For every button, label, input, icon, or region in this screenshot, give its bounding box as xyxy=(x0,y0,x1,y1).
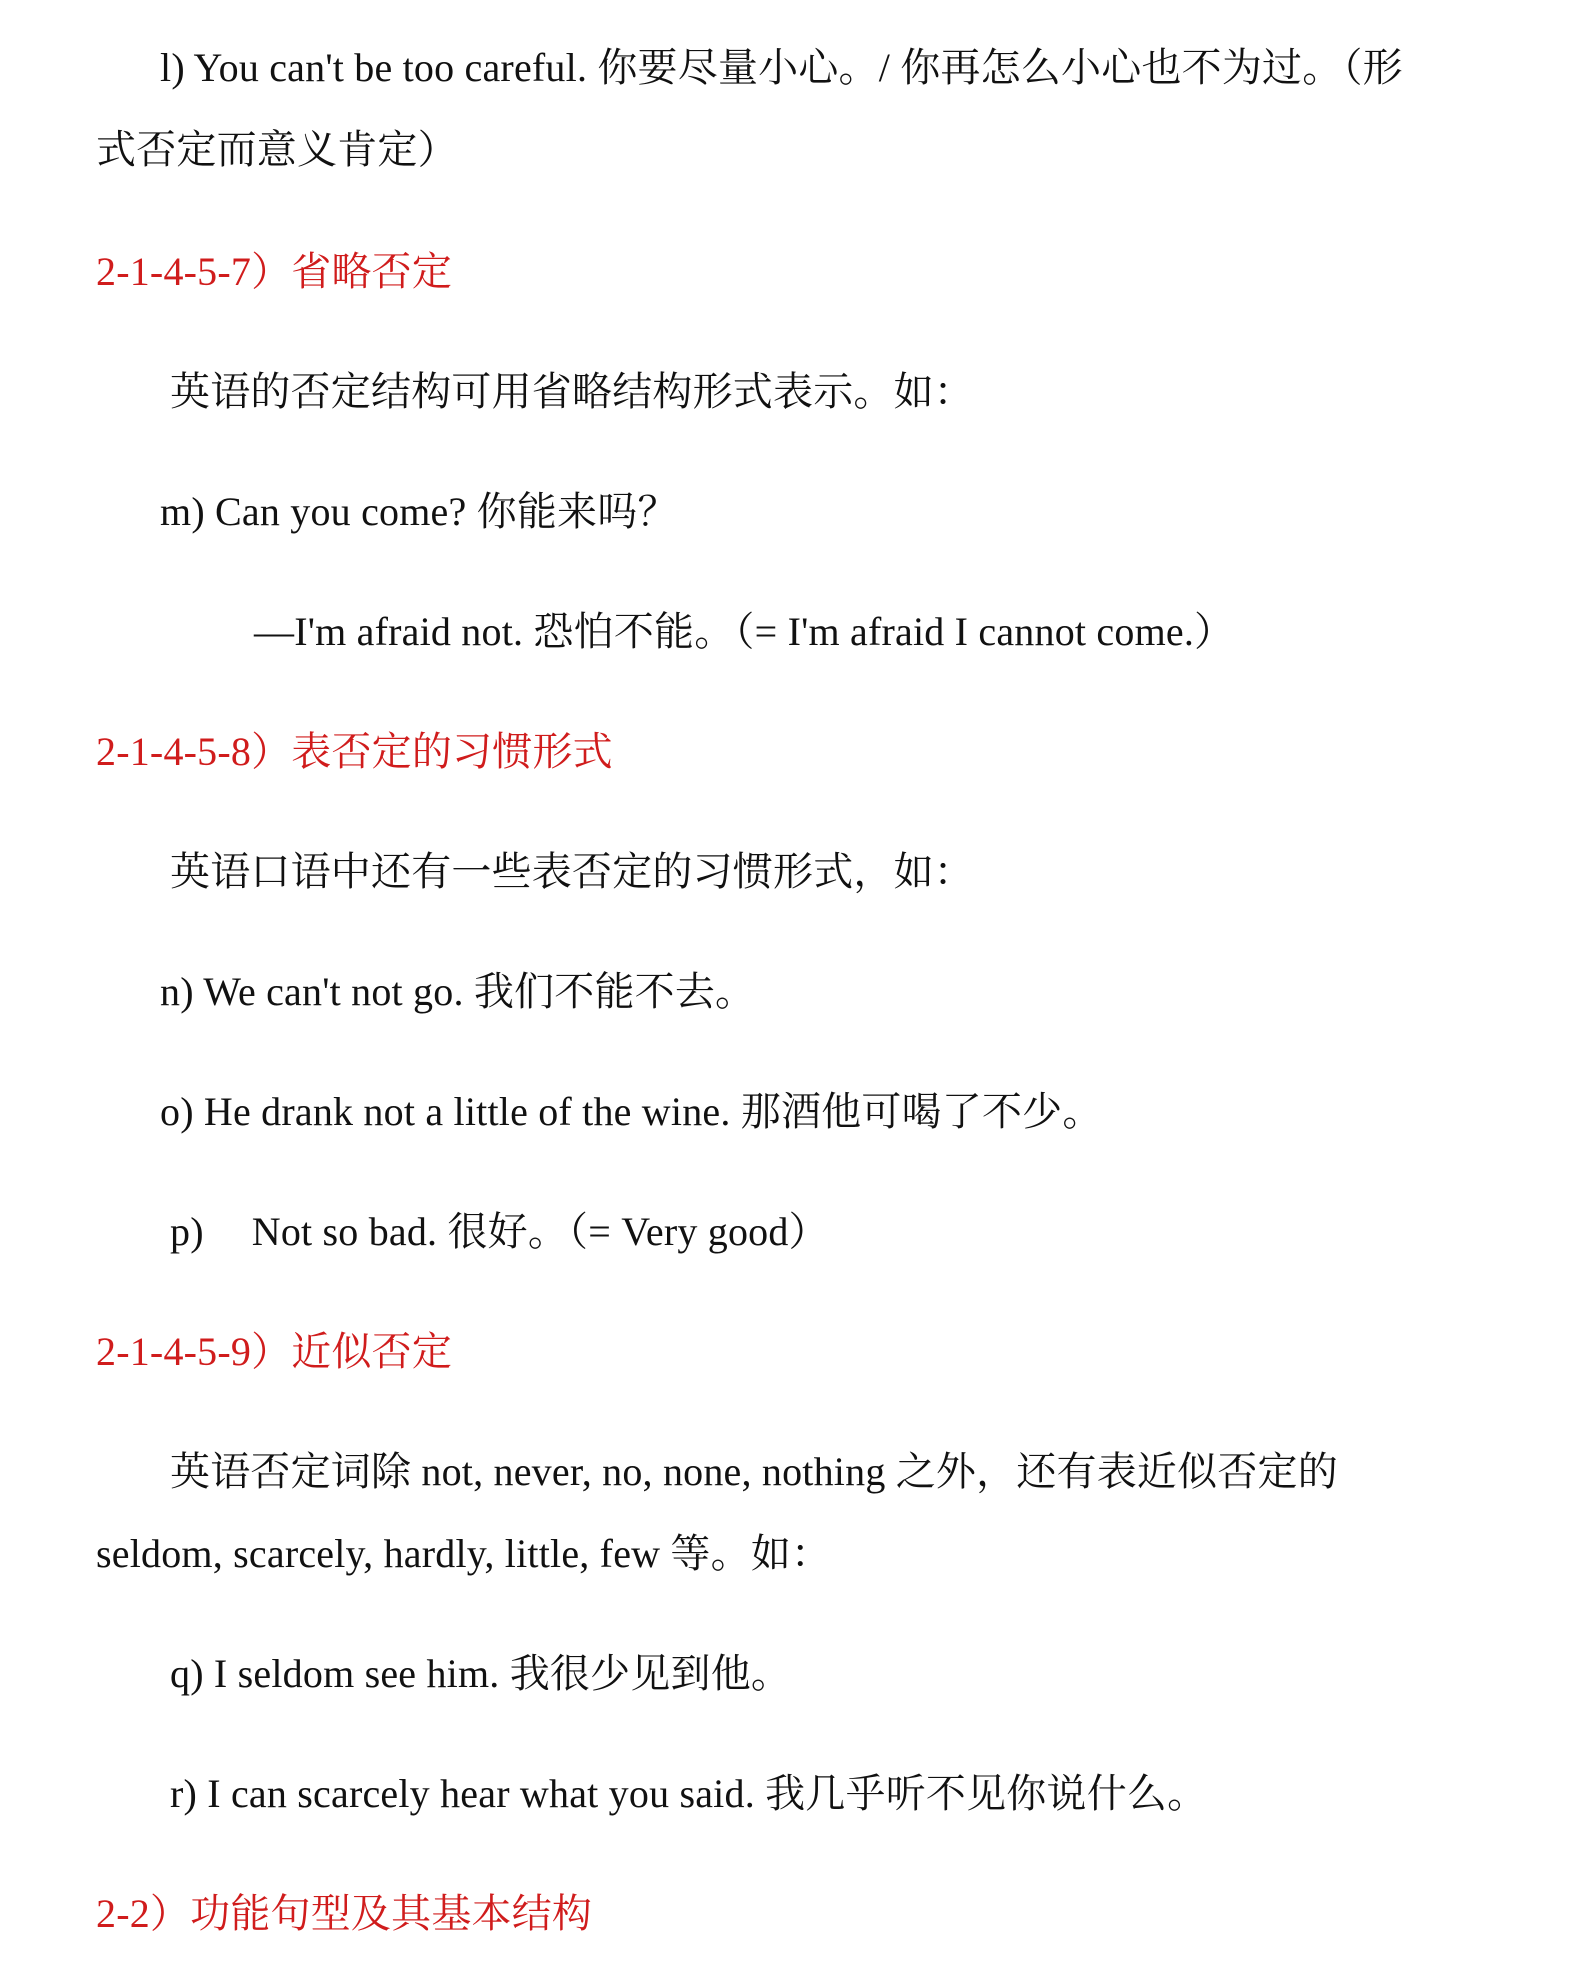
section-heading-habitual-negation: 2-1-4-5-8）表否定的习惯形式 xyxy=(96,729,613,774)
example-m: m) Can you come? 你能来吗？ xyxy=(160,489,678,534)
intro-approximate-negation-line-2: seldom, scarcely, hardly, little, few 等。如： xyxy=(96,1531,832,1576)
example-n: n) We can't not go. 我们不能不去。 xyxy=(160,969,756,1014)
section-heading-approximate-negation: 2-1-4-5-9）近似否定 xyxy=(96,1329,453,1374)
example-l-line-1: l) You can't be too careful. 你要尽量小心。/ 你再怎么小心也不为过。（形 xyxy=(160,45,1403,90)
intro-ellipsis-negation: 英语的否定结构可用省略结构形式表示。如： xyxy=(170,369,974,414)
example-p-label: p) xyxy=(170,1209,204,1254)
section-heading-functional-sentence-patterns: 2-2）功能句型及其基本结构 xyxy=(96,1891,593,1936)
example-r: r) I can scarcely hear what you said. 我几乎听不见你说什么。 xyxy=(170,1771,1208,1816)
example-p xyxy=(170,1208,829,1256)
section-heading-ellipsis-negation: 2-1-4-5-7）省略否定 xyxy=(96,249,453,294)
example-o: o) He drank not a little of the wine. 那酒他可喝了不少。 xyxy=(160,1089,1103,1134)
example-q: q) I seldom see him. 我很少见到他。 xyxy=(170,1651,792,1696)
example-p-text: Not so bad. 很好。（= Very good） xyxy=(251,1209,829,1254)
intro-habitual-negation: 英语口语中还有一些表否定的习惯形式，如： xyxy=(170,849,974,894)
example-l-line-2: 式否定而意义肯定） xyxy=(96,127,458,172)
example-m-reply: —I'm afraid not. 恐怕不能。（= I'm afraid I cannot come.） xyxy=(254,609,1235,654)
intro-approximate-negation-line-1: 英语否定词除 not, never, no, none, nothing 之外，还有表近似否定的 xyxy=(170,1449,1338,1494)
